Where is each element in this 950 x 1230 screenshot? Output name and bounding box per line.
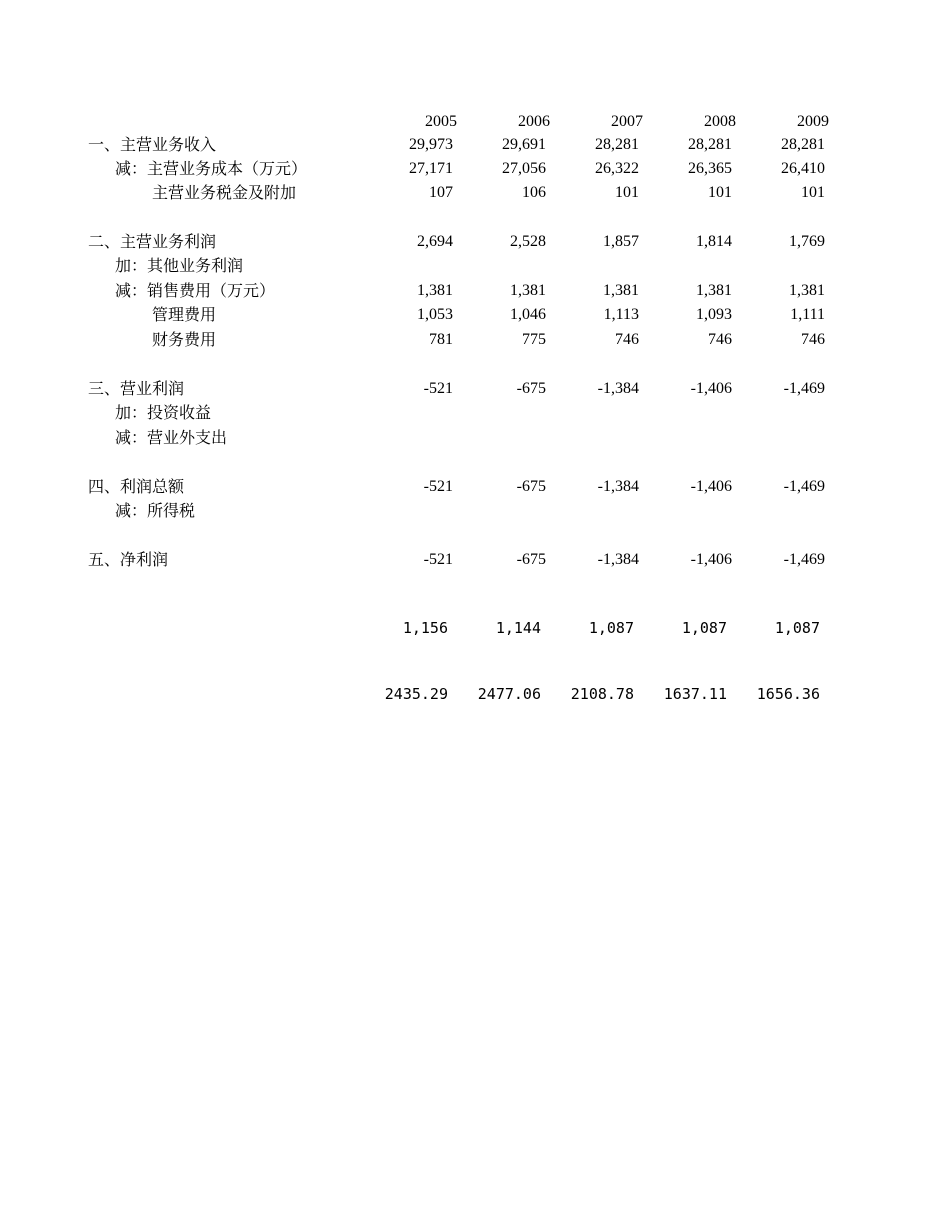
row-label: 三、营业利润 (88, 379, 185, 398)
row-operating-profit (0, 377, 950, 401)
row-admin-expense (0, 303, 950, 327)
cell-2007: 101 (615, 184, 639, 201)
cell-2005: -521 (423, 380, 453, 397)
cell-2006: -675 (516, 551, 546, 568)
cell-2009: 101 (801, 184, 825, 201)
row-label: 减：主营业务成本（万元） (115, 159, 308, 178)
cell-2005: 781 (429, 331, 453, 348)
cell-2005: 2435.29 (384, 685, 448, 703)
row-non-operating-expense (0, 426, 950, 450)
row-main-profit (0, 230, 950, 254)
cell-2007: 28,281 (595, 136, 639, 153)
row-investment-income (0, 401, 950, 425)
row-income-tax (0, 499, 950, 523)
cell-2009: -1,469 (783, 551, 825, 568)
cell-2008: 1,093 (696, 306, 732, 323)
cell-2005: 2,694 (417, 233, 453, 250)
cell-2009: 1,381 (789, 282, 825, 299)
cell-2009: 1,087 (774, 619, 820, 637)
year-2007: 2007 (611, 113, 643, 130)
cell-2008: 1,381 (696, 282, 732, 299)
cell-2005: 1,381 (417, 282, 453, 299)
cell-2007: 1,381 (603, 282, 639, 299)
cell-2008: 1,087 (681, 619, 727, 637)
cell-2007: 1,857 (603, 233, 639, 250)
row-main-revenue (0, 133, 950, 157)
cell-2006: 27,056 (502, 160, 546, 177)
cell-2006: 2477.06 (477, 685, 541, 703)
cell-2007: -1,384 (597, 551, 639, 568)
row-label: 主营业务税金及附加 (152, 183, 297, 202)
row-label: 财务费用 (152, 330, 217, 349)
year-2005: 2005 (425, 113, 457, 130)
cell-2005: 29,973 (409, 136, 453, 153)
row-main-tax (0, 181, 950, 205)
cell-2006: 1,144 (495, 619, 541, 637)
cell-2005: -521 (423, 551, 453, 568)
cell-2007: 746 (615, 331, 639, 348)
cell-2008: 28,281 (688, 136, 732, 153)
cell-2009: 746 (801, 331, 825, 348)
cell-2007: 1,087 (588, 619, 634, 637)
year-2006: 2006 (518, 113, 550, 130)
cell-2009: -1,469 (783, 380, 825, 397)
year-2008: 2008 (704, 113, 736, 130)
cell-2006: 106 (522, 184, 546, 201)
row-label: 一、主营业务收入 (88, 135, 217, 154)
cell-2009: -1,469 (783, 478, 825, 495)
cell-2005: 27,171 (409, 160, 453, 177)
cell-2008: 1,814 (696, 233, 732, 250)
cell-2008: 746 (708, 331, 732, 348)
extra-row-2 (0, 682, 950, 706)
row-total-profit (0, 475, 950, 499)
cell-2007: -1,384 (597, 380, 639, 397)
cell-2009: 1,769 (789, 233, 825, 250)
row-label: 五、净利润 (88, 550, 169, 569)
row-label: 二、主营业务利润 (88, 232, 217, 251)
cell-2007: 2108.78 (570, 685, 634, 703)
row-label: 减：所得税 (115, 501, 196, 520)
cell-2007: 1,113 (603, 306, 639, 323)
cell-2006: 1,381 (510, 282, 546, 299)
row-sales-expense (0, 279, 950, 303)
cell-2009: 1,111 (790, 306, 825, 323)
row-main-cost (0, 157, 950, 181)
cell-2008: -1,406 (690, 551, 732, 568)
row-label: 减：营业外支出 (115, 428, 228, 447)
row-label: 减：销售费用（万元） (115, 281, 276, 300)
cell-2006: -675 (516, 380, 546, 397)
cell-2006: 775 (522, 331, 546, 348)
row-other-profit (0, 254, 950, 278)
cell-2006: -675 (516, 478, 546, 495)
cell-2007: 26,322 (595, 160, 639, 177)
cell-2006: 1,046 (510, 306, 546, 323)
cell-2007: -1,384 (597, 478, 639, 495)
cell-2006: 2,528 (510, 233, 546, 250)
extra-row-1 (0, 616, 950, 640)
cell-2009: 1656.36 (756, 685, 820, 703)
cell-2009: 26,410 (781, 160, 825, 177)
cell-2009: 28,281 (781, 136, 825, 153)
cell-2008: 1637.11 (663, 685, 727, 703)
cell-2008: -1,406 (690, 380, 732, 397)
row-label: 加：其他业务利润 (115, 256, 244, 275)
cell-2008: 26,365 (688, 160, 732, 177)
row-finance-expense (0, 328, 950, 352)
row-label: 管理费用 (152, 305, 217, 324)
year-2009: 2009 (797, 113, 829, 130)
row-label: 四、利润总额 (88, 477, 185, 496)
cell-2005: 1,053 (417, 306, 453, 323)
cell-2008: -1,406 (690, 478, 732, 495)
cell-2006: 29,691 (502, 136, 546, 153)
row-label: 加：投资收益 (115, 403, 212, 422)
cell-2005: 1,156 (402, 619, 448, 637)
year-header-row (0, 110, 950, 134)
cell-2005: -521 (423, 478, 453, 495)
cell-2008: 101 (708, 184, 732, 201)
cell-2005: 107 (429, 184, 453, 201)
row-net-profit (0, 548, 950, 572)
